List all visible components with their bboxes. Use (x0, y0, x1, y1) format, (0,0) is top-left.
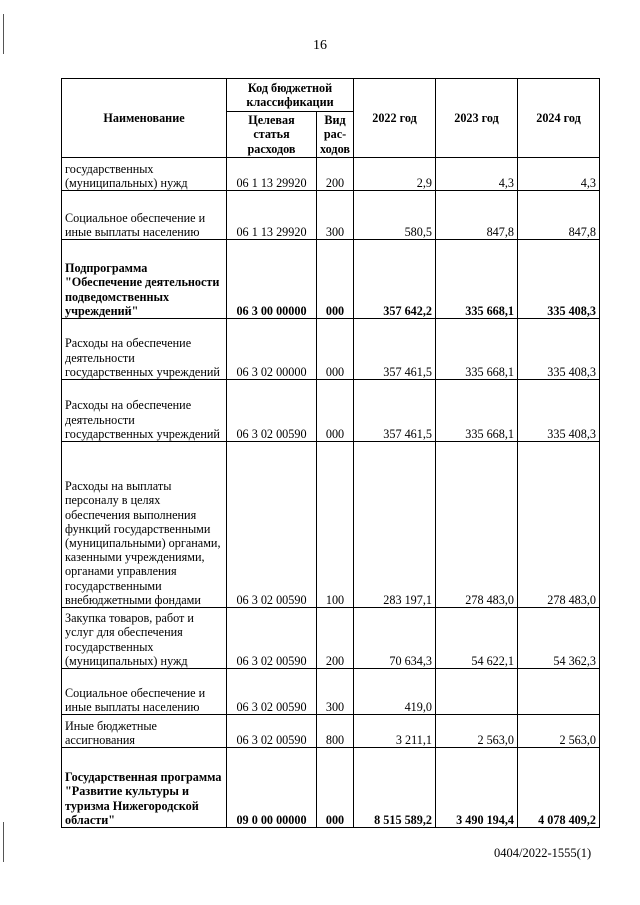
header-2024: 2024 год (518, 79, 600, 158)
header-code-group: Код бюджетной классификации (227, 79, 354, 112)
header-2023: 2023 год (436, 79, 518, 158)
row-code-cell: 09 0 00 00000 (227, 748, 317, 828)
header-target-article: Целевая статья расходов (227, 112, 317, 158)
left-edge-mark-lower (3, 822, 4, 862)
row-2024-cell: 335 408,3 (518, 380, 600, 442)
document-code: 0404/2022-1555(1) (494, 846, 592, 860)
left-edge-mark (3, 14, 4, 54)
row-code-cell: 06 3 02 00590 (227, 442, 317, 608)
row-2024-cell: 335 408,3 (518, 319, 600, 380)
table-row (62, 608, 600, 669)
row-2022-cell: 580,5 (354, 191, 436, 240)
row-code-cell: 06 3 02 00590 (227, 380, 317, 442)
row-kind-cell: 000 (317, 240, 354, 319)
row-code-cell: 06 3 00 00000 (227, 240, 317, 319)
row-2024-cell: 4 078 409,2 (518, 748, 600, 828)
table-row (62, 669, 600, 715)
row-2023-cell: 54 622,1 (436, 608, 518, 669)
row-2022-cell: 283 197,1 (354, 442, 436, 608)
row-2024-cell: 4,3 (518, 158, 600, 191)
table-body (62, 158, 600, 828)
row-2022-cell: 357 461,5 (354, 380, 436, 442)
row-kind-cell: 200 (317, 608, 354, 669)
row-2022-cell: 357 642,2 (354, 240, 436, 319)
row-2024-cell: 2 563,0 (518, 715, 600, 748)
row-2022-cell: 70 634,3 (354, 608, 436, 669)
row-2023-cell: 4,3 (436, 158, 518, 191)
table-row (62, 380, 600, 442)
row-kind-cell: 000 (317, 380, 354, 442)
table-row (62, 442, 600, 608)
row-2023-cell: 335 668,1 (436, 380, 518, 442)
table-row (62, 240, 600, 319)
row-name-cell: Закупка товаров, работ и услуг для обеспечения государственных (муниципальных) нужд (62, 608, 227, 669)
row-2022-cell: 357 461,5 (354, 319, 436, 380)
row-kind-cell: 300 (317, 669, 354, 715)
row-2022-cell: 3 211,1 (354, 715, 436, 748)
row-2023-cell: 335 668,1 (436, 240, 518, 319)
row-code-cell: 06 3 02 00590 (227, 669, 317, 715)
header-expense-kind: Вид рас-ходов (317, 112, 354, 158)
row-code-cell: 06 3 02 00590 (227, 608, 317, 669)
table-row (62, 748, 600, 828)
row-2023-cell: 278 483,0 (436, 442, 518, 608)
row-name-cell: Государственная программа "Развитие культуры и туризма Нижегородской области" (62, 748, 227, 828)
table-row (62, 191, 600, 240)
row-name-cell: Расходы на обеспечение деятельности государственных учреждений (62, 380, 227, 442)
row-name-cell: Подпрограмма "Обеспечение деятельности подведомственных учреждений" (62, 240, 227, 319)
row-2024-cell: 278 483,0 (518, 442, 600, 608)
row-2022-cell: 419,0 (354, 669, 436, 715)
row-kind-cell: 300 (317, 191, 354, 240)
row-name-cell: Расходы на обеспечение деятельности государственных учреждений (62, 319, 227, 380)
row-code-cell: 06 3 02 00590 (227, 715, 317, 748)
row-2024-cell: 335 408,3 (518, 240, 600, 319)
header-name: Наименование (62, 79, 227, 158)
row-2024-cell (518, 669, 600, 715)
row-2024-cell: 54 362,3 (518, 608, 600, 669)
row-code-cell: 06 1 13 29920 (227, 191, 317, 240)
header-2022: 2022 год (354, 79, 436, 158)
row-code-cell: 06 1 13 29920 (227, 158, 317, 191)
row-kind-cell: 800 (317, 715, 354, 748)
budget-table (61, 78, 600, 828)
row-kind-cell: 100 (317, 442, 354, 608)
table-row (62, 158, 600, 191)
row-name-cell: Социальное обеспечение и иные выплаты населению (62, 669, 227, 715)
row-code-cell: 06 3 02 00000 (227, 319, 317, 380)
row-kind-cell: 000 (317, 319, 354, 380)
row-name-cell: государственных (муниципальных) нужд (62, 158, 227, 191)
row-kind-cell: 200 (317, 158, 354, 191)
row-name-cell: Расходы на выплаты персоналу в целях обеспечения выполнения функций государственными (муниципальными) органами, казенными учреждениями, органами управления государственными внебюджетными фондами (62, 442, 227, 608)
row-2023-cell (436, 669, 518, 715)
row-2023-cell: 335 668,1 (436, 319, 518, 380)
row-2023-cell: 2 563,0 (436, 715, 518, 748)
row-2023-cell: 3 490 194,4 (436, 748, 518, 828)
row-name-cell: Иные бюджетные ассигнования (62, 715, 227, 748)
table-row (62, 319, 600, 380)
page-number: 16 (313, 38, 327, 53)
table-row (62, 715, 600, 748)
row-name-cell: Социальное обеспечение и иные выплаты населению (62, 191, 227, 240)
row-2022-cell: 2,9 (354, 158, 436, 191)
row-2023-cell: 847,8 (436, 191, 518, 240)
row-2024-cell: 847,8 (518, 191, 600, 240)
row-2022-cell: 8 515 589,2 (354, 748, 436, 828)
row-kind-cell: 000 (317, 748, 354, 828)
